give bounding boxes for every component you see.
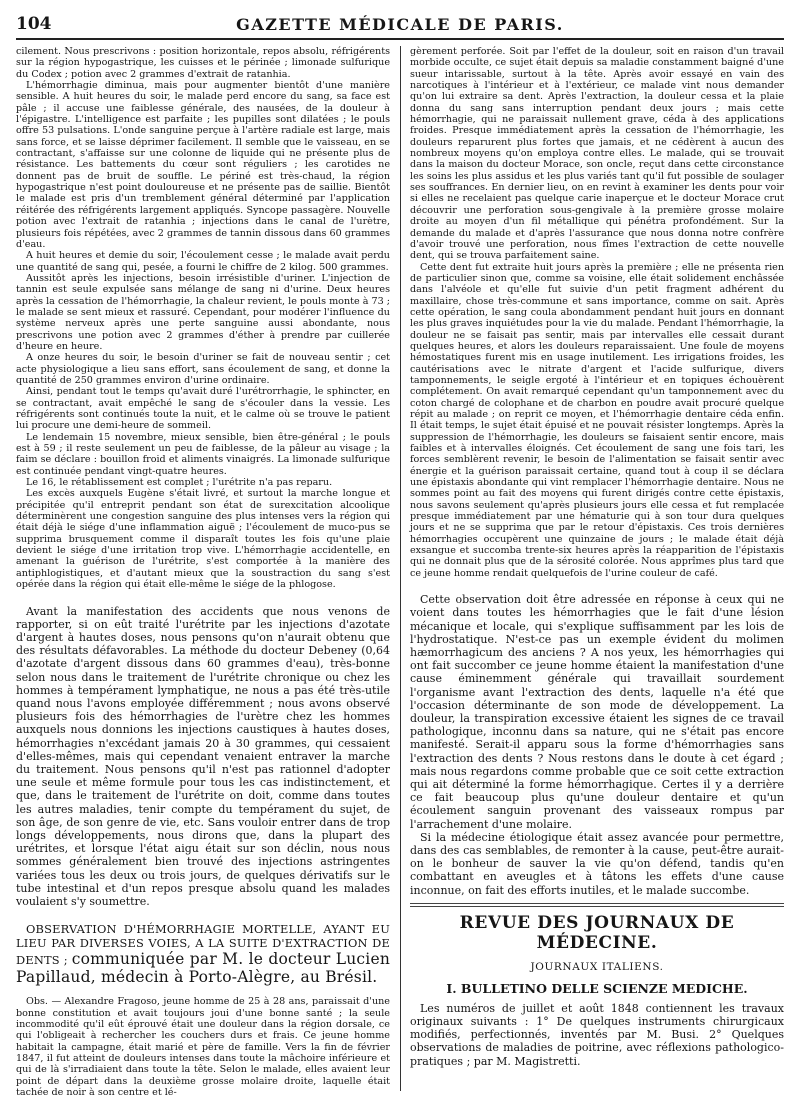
column-divider — [400, 46, 401, 1091]
page-header — [16, 14, 784, 40]
observation-title — [16, 922, 390, 986]
paragraph: Cette observation doit être adressée en réponse à ceux qui ne voient dans toutes les hémorrhagies que le fait d'une lésion mécanique et locale, qui s'explique suffisamment par les lois de l'hydrostatique. N'est-ce pas un exemple évident du molimen hæmorrhagicum des anciens ? A nos yeux, les hémorrhagies qui ont fait succomber ce jeune homme étaient la manifestation d'une cause éminemment générale qui travaillait sourdement l'organisme avant l'extraction des dents, laquelle n'a été que l'occasion déterminante de son mode de développement. La douleur, la transpiration excessive étaient les signes de ce travail pathologique, inconnu dans sa nature, qui ne s'était pas encore manifesté. Serait-il apparu sous la forme d'hémorrhagies sans l'extraction des dents ? Nous restons dans le doute à cet égard ; mais nous regardons comme probable que ce soit cette extraction qui ait déterminé la forme hémorrhagique. Certes il y a derrière ce fait beaucoup plus qu'une douleur dentaire et qu'un écoulement sanguin provenant des vaisseaux rompus par l'arrachement d'une molaire. — [410, 593, 784, 831]
paragraph: Le 16, le rétablissement est complet ; l'urétrite n'a pas reparu. — [26, 477, 333, 489]
paragraph: A onze heures du soir, le besoin d'uriner se fait de nouveau sentir ; cet acte physiologique a lieu sans effort, sans écoulement de sang, et donne la quantité de 250 grammes environ d'urine ordinaire. — [16, 352, 390, 386]
paragraph: gèrement perforée. Soit par l'effet de la douleur, soit en raison d'un travail morbide occulte, ce sujet était depuis sa maladie constamment baigné d'une sueur intarissable, surtout à la tête. Après avoir essayé en vain des narcotiques à l'intérieur et à l'extérieur, ce malade vint nous demander qu'on lui extraire sa dent. Après l'extraction, la douleur cessa et la plaie donna du sang sans interruption pendant deux jours ; mais cette hémorrhagie, qui ne paraissait nullement grave, céda à des applications froides. Presque immédiatement après la cessation de l'hémorrhagie, les douleurs reparurent plus fortes que jamais, et ne cédèrent à aucun des nombreux moyens qu'on employa contre elles. Le malade, qui se trouvait dans la maison du docteur Morace, son oncle, reçut dans cette circonstance les soins les plus assidus et les plus variés tant qu'il fut possible de soulager ses souffrances. En dernier lieu, on en revint à examiner les dents pour voir si elles ne recelaient pas quelque carie inaperçue et le docteur Morace crut découvrir une perforation sous-gengivale à la première grosse molaire droite au moyen d'un fil métallique qui pénétra profondément. Sur la demande du malade et d'après l'assurance que nous donna notre confrère d'avoir trouvé une perforation, nous fîmes l'extraction de cette nouvelle dent, qui se trouva parfaitement saine. — [410, 46, 784, 262]
observation-text: Obs. — Alexandre Fragoso, jeune homme de 25 à 28 ans, paraissait d'une bonne constitution et avait toujours joui d'une bonne santé ; la seule incommodité qu'il eût éprouvé était une douleur dans la région dorsale, ce qui l'obligeait à rechercher les couchers durs et frais. Ce jeune homme habitait la campagne, était marié et père de famille. Vers la fin de février 1847, il fut atteint de douleurs intenses dans toute la mâchoire inférieure et qui de là s'irradiaient dans toute la tête. Selon le malade, elles avaient leur point de départ dans la deuxième grosse molaire droite, laquelle était tachée de noir à son centre et lé- — [16, 996, 390, 1098]
journal-title: GAZETTE MÉDICALE DE PARIS. — [236, 15, 564, 34]
observation-title-caps: OBSERVATION D'HÉMORRHAGIE MORTELLE, AYANT EU LIEU PAR DIVERSES VOIES, A LA SUITE D'EXTRACTION DE DENTS ; — [16, 922, 390, 968]
subsection-label: JOURNAUX ITALIENS. — [530, 960, 664, 973]
right-column — [410, 46, 784, 1091]
left-column — [16, 46, 390, 1098]
paragraph: Si la médecine étiologique était assez avancée pour permettre, dans des cas semblables, de remonter à la cause, peut-être aurait-on le bonheur de sauver la vie qu'on défend, tandis qu'en combattant en aveugles et à tâtons les effets d'une cause inconnue, on fait des efforts inutiles, et le malade succombe. — [410, 830, 784, 897]
paragraph: cilement. Nous prescrivons : position horizontale, repos absolu, réfrigérents sur la région hypogastrique, les cuisses et le périnée ; limonade sulfurique du Codex ; potion avec 2 grammes d'extrait de ratanhia. — [16, 46, 390, 80]
subsection-title: I. BULLETINO DELLE SCIENZE MEDICHE. — [446, 980, 748, 996]
newspaper-page — [16, 14, 784, 1098]
paragraph: Avant la manifestation des accidents que nous venons de rapporter, si on eût traité l'urétrite par les injections d'azotate d'argent à hautes doses, nous pensons qu'on n'aurait obtenu que des résultats défavorables. La méthode du docteur Debeney (0,64 d'azotate d'argent dissous dans 60 grammes d'eau), très-bonne selon nous dans le traitement de l'urétrite chronique ou chez les hommes à tempérament lymphatique, ne nous a pas été très-utile quand nous l'avons employée différemment ; nous avons observé plusieurs fois des hémorrhagies de l'urètre chez les hommes auxquels nous donnions les injections caustiques à hautes doses, hémorrhagies n'excédant jamais 20 à 30 grammes, qui cessaient d'elles-mêmes, mais qui cependant venaient entraver la marche du traitement. Nous pensons qu'il n'est pas rationnel d'adopter une seule et même formule pour tous les cas indistinctement, et que, dans le traitement de l'urétrite on doit, comme dans toutes les autres maladies, tenir compte du tempérament du sujet, de son âge, de son genre de vie, etc. Sans vouloir entrer dans de trop longs développements, nous dirons que, dans la plupart des urétrites, et lorsque l'état aigu était sur son déclin, nous nous sommes généralement bien trouvé des injections astringentes variées tous les deux ou trois jours, de quelques dérivatifs sur le tube intestinal et d'un repos presque absolu quand les malades voulaient s'y soumettre. — [16, 604, 390, 908]
section-title: REVUE DES JOURNAUX DE MÉDECINE. — [459, 912, 735, 953]
paragraph: Aussitôt après les injections, besoin irrésistible d'uriner. L'injection de tannin est seule expulsée sans mélange de sang ni d'urine. Deux heures après la cessation de l'hémorrhagie, la chaleur revient, le pouls monte à 73 ; le malade se sent mieux et rassuré. Cependant, pour modérer l'influence du système nerveux après une perte sanguine aussi abondante, nous prescrivons une potion avec 2 grammes d'éther à prendre par cuillerée d'heure en heure. — [16, 272, 390, 352]
paragraph: Le lendemain 15 novembre, mieux sensible, bien être-général ; le pouls est à 59 ; il reste seulement un peu de faiblesse, de la pâleur au visage ; la faim se déclare : bouillon froid et aliments vinaigrés. La limonade sulfurique est continuée pendant vingt-quatre heures. — [16, 431, 390, 477]
paragraph: Ainsi, pendant tout le temps qu'avait duré l'urétrorrhagie, le sphincter, en se contractant, avait empêché le sang de s'écouler dans la vessie. Les réfrigérents sont continués toute la nuit, et le calme où se trouve le patient lui procure une demi-heure de sommeil. — [16, 386, 390, 432]
paragraph: L'hémorrhagie diminua, mais pour augmenter bientôt d'une manière sensible. A huit heures du soir, le malade perd encore du sang, sa face est pâle ; il accuse une faiblesse générale, des nausées, de la douleur à l'épigastre. L'intelligence est parfaite ; les pupilles sont dilatées ; le pouls offre 53 pulsations. L'onde sanguine perçue à l'artère radiale est large, mais sans force, et se laisse déprimer facilement. Il semble que le vaisseau, en se contractant, s'affaisse sur une colonne de liquide qui ne présente plus de résistance. Les battements du cœur sont réguliers ; les carotides ne donnent pas de bruit de souffle. Le périné est très-chaud, la région hypogastrique n'est point douloureuse et ne présente pas de saillie. Bientôt le malade est pris d'un tremblement général déterminé par l'application réitérée des réfrigérents largement appliqués. Syncope passagère. Nouvelle potion avec l'extrait de ratanhia ; injections dans le canal de l'urètre, plusieurs fois répétées, avec 2 grammes de tannin dissous dans 60 grammes d'eau. — [16, 80, 390, 250]
paragraph: Les numéros de juillet et août 1848 contiennent les travaux originaux suivants : 1° De quelques instruments chirurgicaux modifiés, perfectionnés, inventés par M. Busi. 2° Quelques observations de maladies de poitrine, avec réflexions pathologico-pratiques ; par M. Magistretti. — [410, 1001, 784, 1068]
observation-byline: communiquée par M. le docteur Lucien Papillaud, médecin à Porto-Alègre, au Brésil. — [16, 950, 390, 987]
page-number: 104 — [16, 14, 52, 34]
paragraph: Les excès auxquels Eugène s'était livré, et surtout la marche longue et précipitée qu'il entreprit pendant son état de surexcitation alcoolique déterminèrent une congestion sanguine des plus intenses vers la région qui était déjà le siége d'une inflammation aiguë ; l'écoulement de muco-pus se supprima brusquement comme il disparaît toutes les fois qu'une plaie devient le siége d'une irritation trop vive. L'hémorrhagie accidentelle, en amenant la guérison de l'urétrite, s'est comportée à la manière des antiphlogistiques, et d'autant mieux que la soustraction du sang s'est opérée dans la région qui était elle-même le siége de la phlogose. — [16, 488, 390, 591]
paragraph: Cette dent fut extraite huit jours après la première ; elle ne présenta rien de particulier sinon que, comme sa voisine, elle était solidement enchâssée dans l'alvéole et qu'elle fut suivie d'un petit fragment adhérent du maxillaire, chose très-commune et sans importance, comme on sait. Après cette opération, le sang coula abondamment pendant huit jours en donnant les plus graves inquiétudes pour la vie du malade. Pendant l'hémorrhagie, la douleur ne se faisait pas sentir, mais par intervalles elle cessait durant quelques heures, et alors les douleurs reparaissaient. Une foule de moyens hémostatiques furent mis en usage inutilement. Les irrigations froides, les cautérisations avec le nitrate d'argent et l'acide sulfurique, divers tamponnements, le seigle ergoté à l'intérieur et en topiques échouèrent complétement. On avait remarqué cependant qu'un tamponnement avec du coton chargé de colophane et de charbon en poudre avait procuré quelque répit au malade ; on reprit ce moyen, et l'hémorrhagie dentaire céda enfin. Il était temps, le sujet était épuisé et ne pouvait résister longtemps. Après la suppression de l'hémorrhagie, les douleurs se faisaient sentir encore, mais faibles et à intervalles éloignés. Cet écoulement de sang une fois tari, les forces semblèrent revenir, le besoin de l'alimentation se faisait sentir avec énergie et la guérison paraissait certaine, quand tout à coup il se déclara une épistaxis abondante qui vint remplacer l'hémorrhagie dentaire. Nous ne sommes point au fait des moyens qui furent dirigés contre cette épistaxis, nous savons seulement qu'après plusieurs jours elle cessa et fut remplacée presque immédiatement par une hématurie qui à son tour dura quelques jours et ne se supprima que par le retour d'épistaxis. Ces trois dernières hémorrhagies occupèrent une quinzaine de jours ; le malade était déjà exsangue et succomba trente-six heures après la réapparition de l'épistaxis qui ne donnait plus que de la sérosité colorée. Nous apprîmes plus tard que ce jeune homme rendait quelquefois de l'urine couleur de café. — [410, 261, 784, 579]
paragraph: A huit heures et demie du soir, l'écoulement cesse ; le malade avait perdu une quantité de sang qui, pesée, a fourni le chiffre de 2 kilog. 500 grammes. — [16, 250, 390, 273]
section-divider — [410, 903, 784, 907]
